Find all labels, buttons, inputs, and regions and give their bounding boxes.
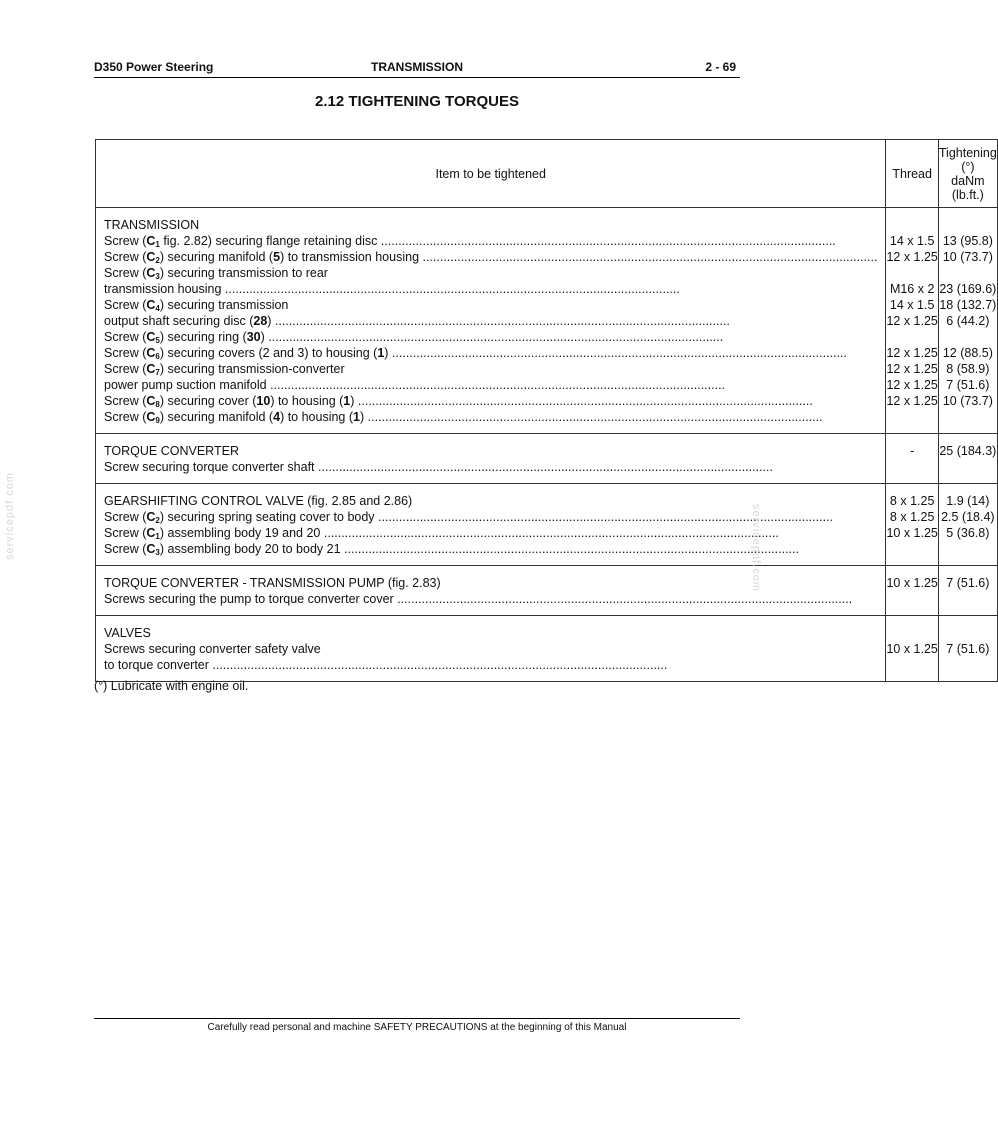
item-cell xyxy=(96,434,886,484)
watermark-right: servicepdf.com xyxy=(750,504,762,592)
header-page-number: 2 - 69 xyxy=(705,60,736,74)
thread-value: 12 x 1.25 xyxy=(886,378,938,392)
item-post2: ) to transmission housing xyxy=(280,250,420,264)
item-code: C xyxy=(146,266,156,280)
table-row xyxy=(96,484,998,566)
item-pre: Screw ( xyxy=(104,298,147,312)
table-body xyxy=(96,208,998,682)
table-row xyxy=(96,208,998,434)
item-line xyxy=(104,377,877,393)
thread-value: 12 x 1.25 xyxy=(886,394,938,408)
thread-value xyxy=(886,217,937,233)
item-cell xyxy=(96,484,886,566)
item-sub: 4 xyxy=(155,304,160,313)
table-row xyxy=(96,434,998,484)
item-ref2: 1 xyxy=(343,394,351,408)
item-post2: ) xyxy=(384,346,389,360)
item-pre: Screw ( xyxy=(104,362,147,376)
item-pre: Screw ( xyxy=(104,510,147,524)
table-header-row xyxy=(96,140,998,208)
thread-value: 8 x 1.25 xyxy=(889,510,935,524)
thread-cell xyxy=(886,484,938,566)
thread-value xyxy=(886,459,937,475)
item-pre: Screw ( xyxy=(104,526,147,540)
item-post: ) securing manifold ( xyxy=(159,250,274,264)
item-pre: Screw securing torque converter shaft xyxy=(104,460,315,474)
thread-value: 12 x 1.25 xyxy=(886,362,938,376)
item-sub: 3 xyxy=(155,548,160,557)
item-pre: Screws securing the pump to torque converter cover xyxy=(104,592,394,606)
torque-value: 8 (58.9) xyxy=(946,362,990,376)
thread-value: 10 x 1.25 xyxy=(886,576,938,590)
torque-cell xyxy=(938,566,997,616)
torque-value xyxy=(939,217,997,233)
torque-value: 7 (51.6) xyxy=(946,576,990,590)
item-ref: 10 xyxy=(256,394,271,408)
item-ref: 4 xyxy=(273,410,281,424)
item-post: ) securing ring ( xyxy=(159,330,247,344)
item-line xyxy=(104,233,877,249)
item-line xyxy=(104,409,877,425)
item-post: ) securing transmission xyxy=(159,298,289,312)
item-line xyxy=(104,393,877,409)
col-header-thread: Thread xyxy=(886,140,938,208)
item-sub: 2 xyxy=(155,516,160,525)
item-line xyxy=(104,313,877,329)
torque-value: 23 (169.6) xyxy=(939,282,997,296)
item-post2: ) to housing ( xyxy=(270,394,344,408)
item-post: fig. 2.82) securing flange retaining disc xyxy=(159,234,378,248)
item-sub: 8 xyxy=(155,400,160,409)
item-post3: ) xyxy=(350,394,355,408)
torque-value: 1.9 (14) xyxy=(946,494,990,508)
item-pre: power pump suction manifold xyxy=(104,378,267,392)
torque-value: 12 (88.5) xyxy=(942,346,993,360)
torque-cell xyxy=(938,484,997,566)
thread-value xyxy=(886,625,937,641)
thread-cell xyxy=(886,208,938,434)
item-pre: Screw ( xyxy=(104,346,147,360)
header-manual-title: D350 Power Steering xyxy=(94,60,214,74)
item-line xyxy=(104,329,877,345)
item-pre: to torque converter xyxy=(104,658,209,672)
thread-value: 12 x 1.25 xyxy=(886,250,938,264)
item-line xyxy=(104,591,877,607)
item-code: C xyxy=(146,394,156,408)
item-line xyxy=(104,657,877,673)
section-title: GEARSHIFTING CONTROL VALVE (fig. 2.85 and 2.86) xyxy=(104,494,413,508)
item-code: C xyxy=(146,362,156,376)
item-code: C xyxy=(146,250,156,264)
torque-value: 6 (44.2) xyxy=(946,314,990,328)
item-post2: ) xyxy=(267,314,272,328)
torque-value: 18 (132.7) xyxy=(939,298,997,312)
torque-value xyxy=(939,265,997,281)
item-sub: 7 xyxy=(155,368,160,377)
item-ref: 28 xyxy=(253,314,268,328)
torque-value xyxy=(939,329,997,345)
thread-value: 14 x 1.5 xyxy=(889,298,935,312)
item-pre: Screw ( xyxy=(104,542,147,556)
table-row xyxy=(96,616,998,682)
item-code: C xyxy=(146,298,156,312)
item-sub: 3 xyxy=(155,272,160,281)
col-header-torque-line3: daNm (lb.ft.) xyxy=(951,173,985,202)
thread-value: 8 x 1.25 xyxy=(889,494,935,508)
torque-value: 5 (36.8) xyxy=(946,526,990,540)
item-cell xyxy=(96,566,886,616)
item-post3: ) xyxy=(359,410,365,424)
torque-value: 2.5 (18.4) xyxy=(941,510,995,524)
item-post: ) assembling body 20 to body 21 xyxy=(159,542,341,556)
item-post: ) securing spring seating cover to body xyxy=(159,510,375,524)
item-line xyxy=(104,297,877,313)
torque-value: 7 (51.6) xyxy=(946,642,990,656)
col-header-torque-line1: Tightening xyxy=(938,145,997,160)
torque-value: 7 (51.6) xyxy=(946,378,990,392)
item-line xyxy=(104,345,877,361)
col-header-item: Item to be tightened xyxy=(96,140,886,208)
item-post2: ) to housing ( xyxy=(280,410,354,424)
item-line xyxy=(104,641,877,657)
item-pre: Screw ( xyxy=(104,234,147,248)
item-pre: Screws securing converter safety valve xyxy=(104,642,321,656)
item-pre: Screw ( xyxy=(104,266,147,280)
item-ref: 30 xyxy=(246,330,261,344)
thread-value xyxy=(886,329,937,345)
torque-value xyxy=(939,409,997,425)
footer-rule xyxy=(94,1018,740,1019)
torque-value xyxy=(939,541,997,557)
thread-value: 12 x 1.25 xyxy=(886,314,938,328)
thread-cell xyxy=(886,616,938,682)
section-title: VALVES xyxy=(104,626,151,640)
watermark-left: servicepdf.com xyxy=(4,472,16,560)
torque-value xyxy=(939,459,997,475)
item-sub: 1 xyxy=(155,240,160,249)
thread-value: 10 x 1.25 xyxy=(886,526,938,540)
item-pre: Screw ( xyxy=(104,330,147,344)
torque-table xyxy=(95,139,998,682)
thread-value xyxy=(886,657,937,673)
section-title: TRANSMISSION xyxy=(104,218,200,232)
item-cell xyxy=(96,208,886,434)
item-line xyxy=(104,281,877,297)
item-post: ) securing transmission to rear xyxy=(159,266,328,280)
torque-value: 10 (73.7) xyxy=(942,394,993,408)
header-rule xyxy=(94,77,740,78)
item-line xyxy=(104,265,877,281)
thread-value xyxy=(886,265,937,281)
item-cell xyxy=(96,616,886,682)
thread-cell xyxy=(886,566,938,616)
lubrication-note: (°) Lubricate with engine oil. xyxy=(94,679,249,693)
thread-value: 14 x 1.5 xyxy=(889,234,935,248)
thread-cell xyxy=(886,434,938,484)
section-title: TORQUE CONVERTER xyxy=(104,444,239,458)
torque-value: 25 (184.3) xyxy=(939,444,997,458)
item-code: C xyxy=(146,526,156,540)
item-code: C xyxy=(146,510,156,524)
torque-value xyxy=(939,657,997,673)
thread-value: 12 x 1.25 xyxy=(886,346,938,360)
item-pre: transmission housing xyxy=(104,282,222,296)
torque-value: 13 (95.8) xyxy=(942,234,993,248)
item-post: ) securing covers (2 and 3) to housing ( xyxy=(159,346,378,360)
torque-value: 10 (73.7) xyxy=(942,250,993,264)
item-ref: 1 xyxy=(377,346,385,360)
item-sub: 9 xyxy=(155,416,160,425)
item-code: C xyxy=(146,542,156,556)
section-title: TORQUE CONVERTER - TRANSMISSION PUMP (fig. 2.83) xyxy=(104,576,441,590)
item-pre: Screw ( xyxy=(104,250,147,264)
page-title: 2.12 TIGHTENING TORQUES xyxy=(315,93,519,110)
item-sub: 1 xyxy=(155,532,160,541)
item-pre: Screw ( xyxy=(104,394,147,408)
table-row xyxy=(96,566,998,616)
item-ref: 5 xyxy=(273,250,281,264)
thread-value xyxy=(886,541,937,557)
thread-value xyxy=(886,591,937,607)
item-post: ) securing transmission-converter xyxy=(159,362,345,376)
item-ref2: 1 xyxy=(353,410,360,424)
item-code: C xyxy=(146,330,156,344)
thread-value xyxy=(886,409,937,425)
thread-value: - xyxy=(910,444,915,458)
thread-value: 10 x 1.25 xyxy=(886,642,938,656)
item-post2: ) xyxy=(260,330,265,344)
item-post: ) assembling body 19 and 20 xyxy=(159,526,321,540)
item-sub: 6 xyxy=(155,352,160,361)
item-line xyxy=(104,459,877,475)
item-line xyxy=(104,361,877,377)
torque-cell xyxy=(938,616,997,682)
header-chapter: TRANSMISSION xyxy=(370,60,463,74)
item-sub: 2 xyxy=(155,256,160,265)
item-code: C xyxy=(146,410,156,424)
item-code: C xyxy=(146,346,156,360)
torque-cell xyxy=(938,434,997,484)
col-header-torque-line2: (°) xyxy=(961,159,975,174)
torque-value xyxy=(939,591,997,607)
page-header xyxy=(94,60,740,78)
page-footer: Carefully read personal and machine SAFETY PRECAUTIONS at the beginning of this Manual xyxy=(207,1022,627,1033)
item-code: C xyxy=(146,234,156,248)
torque-value xyxy=(939,625,997,641)
item-sub: 5 xyxy=(155,336,160,345)
item-line xyxy=(104,249,877,265)
item-post: ) securing cover ( xyxy=(159,394,257,408)
item-pre: Screw ( xyxy=(104,410,147,424)
item-pre: output shaft securing disc ( xyxy=(104,314,254,328)
torque-cell xyxy=(938,208,997,434)
thread-value: M16 x 2 xyxy=(889,282,935,296)
item-post: ) securing manifold ( xyxy=(159,410,274,424)
col-header-torque xyxy=(938,140,997,208)
